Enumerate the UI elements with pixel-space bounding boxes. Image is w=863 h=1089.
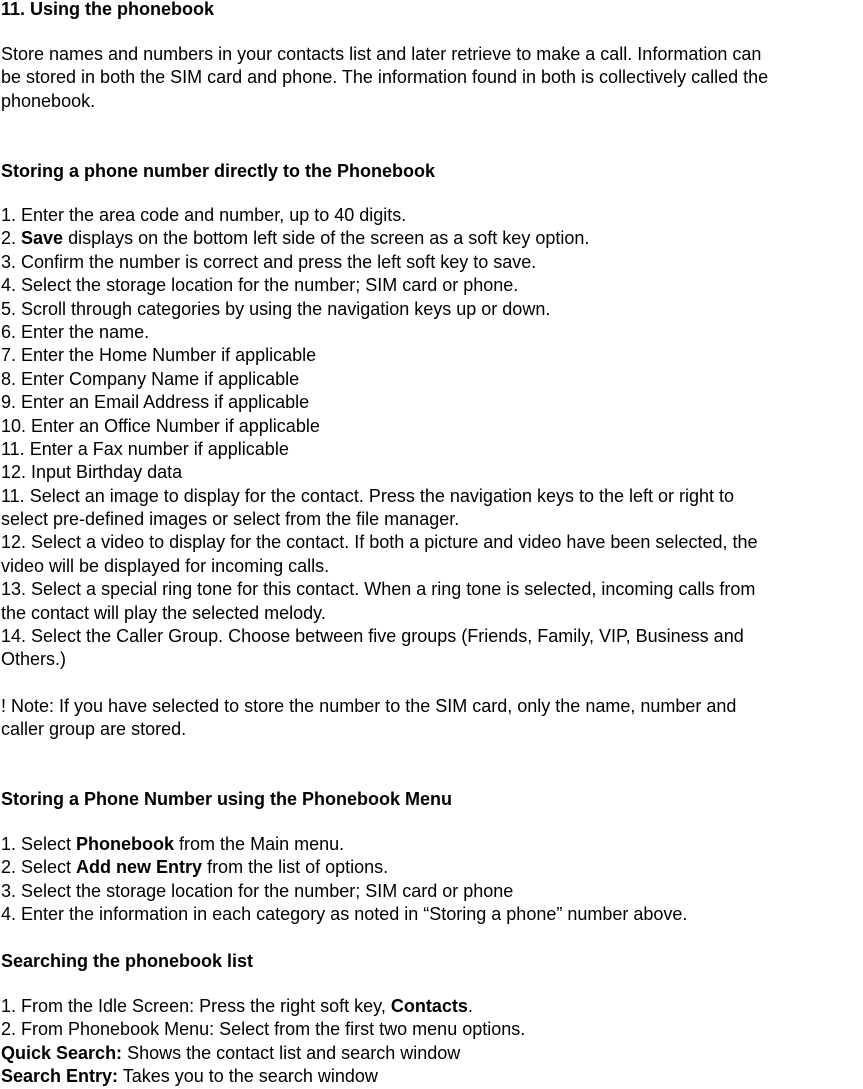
text-line [1, 1042, 525, 1065]
bold-term: Quick Search: [1, 1042, 123, 1063]
text-line: 4. Enter the information in each category as noted in “Storing a phone” number above. [1, 904, 688, 925]
text-span: 2. [1, 228, 22, 249]
text-line: phonebook. [1, 90, 96, 111]
steps-list [1, 204, 758, 672]
text-line [1, 833, 687, 856]
text-line: 1. Enter the area code and number, up to 40 digits. [1, 205, 407, 225]
text-line: 14. Select the Caller Group. Choose between five groups (Friends, Family, VIP, Business and [1, 626, 744, 647]
text-line [1, 227, 758, 250]
text-line: 11. Enter a Fax number if applicable [1, 438, 289, 459]
text-line: 12. Select a video to display for the contact. If both a picture and video have been selected, the [1, 532, 758, 553]
text-span: 1. From the Idle Screen: Press the right soft key, [1, 996, 391, 1016]
text-line: Others.) [1, 649, 67, 670]
text-line: 13. Select a special ring tone for this contact. When a ring tone is selected, incoming calls from [1, 579, 756, 600]
text-span: . [467, 996, 473, 1016]
text-line: Store names and numbers in your contacts list and later retrieve to make a call. Information can [1, 44, 762, 64]
text-line: 3. Confirm the number is correct and press the left soft key to save. [1, 251, 537, 272]
section-heading: Storing a Phone Number using the Phonebook Menu [1, 789, 453, 809]
note-paragraph [1, 695, 736, 742]
text-line: 7. Enter the Home Number if applicable [1, 345, 317, 366]
text-span: Takes you to the search window [118, 1066, 378, 1087]
text-line: 9. Enter an Email Address if applicable [1, 392, 310, 413]
text-span: displays on the bottom left side of the screen as a soft key option. [63, 228, 590, 249]
bold-term: Phonebook [76, 834, 175, 854]
section-heading: Searching the phonebook list [1, 951, 254, 971]
text-line: be stored in both the SIM card and phone. The information found in both is collectively called the [1, 67, 769, 88]
text-line: 10. Enter an Office Number if applicable [1, 415, 320, 436]
text-line [1, 856, 687, 879]
text-span: 2. Select [1, 857, 77, 878]
text-line: video will be displayed for incoming calls. [1, 555, 330, 576]
text-line: 12. Input Birthday data [1, 462, 183, 483]
bold-term: Search Entry: [1, 1066, 119, 1087]
bold-term: Contacts [390, 996, 468, 1016]
intro-paragraph [1, 43, 768, 113]
text-span: from the list of options. [202, 857, 389, 878]
text-line: 4. Select the storage location for the number; SIM card or phone. [1, 275, 519, 296]
text-line: 3. Select the storage location for the number; SIM card or phone [1, 880, 514, 901]
text-line: 5. Scroll through categories by using the navigation keys up or down. [1, 298, 551, 319]
text-span: from the Main menu. [174, 834, 345, 854]
text-line: the contact will play the selected melody. [1, 602, 326, 623]
text-line: 11. Select an image to display for the contact. Press the navigation keys to the left or right to [1, 485, 735, 506]
text-line: 6. Enter the name. [1, 321, 150, 342]
text-line: ! Note: If you have selected to store the number to the SIM card, only the name, number and [1, 696, 737, 716]
steps-list [1, 833, 687, 927]
steps-list [1, 995, 525, 1089]
text-span: Shows the contact list and search window [122, 1042, 461, 1063]
text-line: 8. Enter Company Name if applicable [1, 368, 300, 389]
text-line [1, 995, 525, 1018]
text-line: select pre-defined images or select from the file manager. [1, 509, 460, 530]
section-heading: Storing a phone number directly to the Phonebook [1, 161, 436, 181]
bold-term: Save [21, 228, 64, 249]
page-title: 11. Using the phonebook [1, 0, 215, 19]
bold-term: Add new Entry [76, 857, 203, 878]
text-line [1, 1065, 525, 1088]
text-span: 1. Select [1, 834, 77, 854]
text-line: caller group are stored. [1, 719, 187, 740]
text-line: 2. From Phonebook Menu: Select from the first two menu options. [1, 1019, 526, 1040]
